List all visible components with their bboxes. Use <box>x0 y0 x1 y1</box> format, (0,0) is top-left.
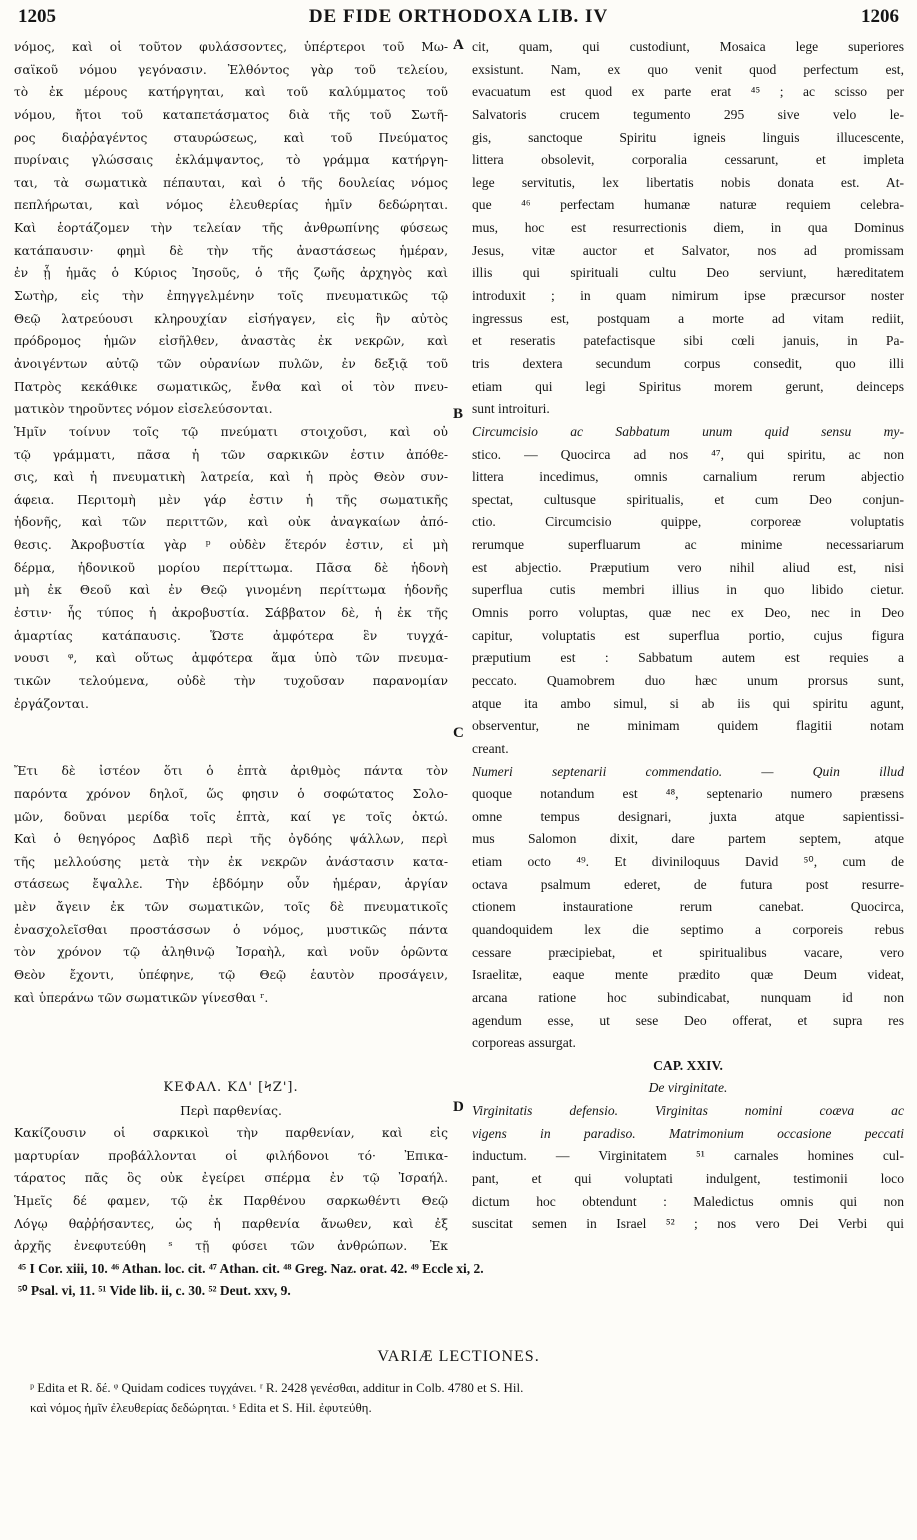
greek-text-line: ἁμαρτίας κατάπαυσις. Ὥστε ἀμφότερα ἓν τυγχά- <box>14 628 448 643</box>
greek-text-line: θεσις. Ἀκροβυστία γὰρ ᵖ οὐδὲν ἕτερόν ἐστιν, εἰ μὴ <box>14 538 448 553</box>
latin-text-line: Salvatoris crucem tegumento 295 sive velo le- <box>472 106 904 122</box>
spacer <box>14 1009 448 1054</box>
latin-text-line: arcana ratione hoc subindicabat, nunquam id non <box>472 989 904 1005</box>
greek-text-line: μὲν ἄγειν ἐκ τῶν σωματικῶν, τοῖς δὲ πνευματικοῖς <box>14 900 448 915</box>
footnote-line: ⁵⁰ Psal. vi, 11. ⁵¹ Vide lib. ii, c. 30. ⁵² Deut. xxv, 9. <box>18 1283 291 1298</box>
greek-text-line: κατάπαυσιν· φημὶ δὲ τὴν τῆς ἀναστάσεως ἡμέραν, <box>14 243 448 258</box>
greek-text-line: νόμου, ἤτοι τοῦ καταπετάσματος διὰ τῆς τοῦ Σωτῆ- <box>14 107 448 122</box>
greek-text-line: άφεια. Περιτομὴ μὲν γάρ ἐστιν ἡ τῆς σωματικῆς <box>14 492 448 507</box>
greek-text-line: ἡδονῆς, καὶ τῶν περιττῶν, καὶ οὐκ ἀναγκαίων ἀπό- <box>14 515 448 530</box>
margin-marker-a: A <box>453 37 464 53</box>
latin-text-line: etiam octo ⁴⁹. Et diviniloquus David ⁵⁰, cum de <box>472 854 904 870</box>
latin-text-line: stico. — Quocirca ad nos ⁴⁷, qui spiritu, ac non <box>472 446 904 462</box>
variae-lectiones <box>30 1378 877 1418</box>
greek-text-line: Καὶ ἑορτάζομεν τὴν τελείαν τῆς ἀνθρωπίνης φύσεως <box>14 221 448 236</box>
greek-text-line: ἐνασχολεῖσθαι προστάσσων ὁ νόμος, μυστικῶς πάντα <box>14 922 448 937</box>
latin-text-line: gis, sanctoque Spiritu igneis linguis illucescente, <box>472 129 904 145</box>
latin-text-line: quoque notandum est ⁴⁸, septenario numero præsens <box>472 786 904 802</box>
latin-text-line: pant, et qui voluptati indulgent, testimonii loco <box>472 1171 904 1187</box>
latin-text-line: lege servitutis, lex libertatis nobis donata est. At- <box>472 174 904 190</box>
greek-text-line: τὸν χρόνον τῷ ἀληθινῷ Ἰσραὴλ, καὶ νοῦν ὁρῶντα <box>14 945 448 960</box>
greek-text-line: Ἔτι δὲ ἰστέον ὅτι ὁ ἑπτὰ ἀριθμὸς πάντα τὸν <box>14 764 448 779</box>
page-number-left: 1205 <box>18 6 56 27</box>
latin-text-line: evacuatum est quod ex parte erat ⁴⁵ ; ac scisso per <box>472 84 904 100</box>
greek-text-line: ἐστιν· ἧς τύπος ἡ ἀκροβυστία. Σάββατον δὲ, ἡ ἐκ τῆς <box>14 606 448 621</box>
variant-reading-line: καὶ νόμος ἡμῖν ἐλευθερίας δεδώρηται. ˢ Edita et S. Hil. ἐφυτεύθη. <box>30 1400 372 1415</box>
latin-text-line: corporeas assurgat. <box>472 1035 576 1051</box>
latin-text-line: suscitat semen in Israel ⁵² ; nos vero Dei Verbi qui <box>472 1216 904 1232</box>
latin-text-line: Omnis porro voluptas, quæ nec ex Deo, nec in Deo <box>472 605 904 621</box>
greek-text-line: δέρμα, ἡδονικοῦ μορίου περίττωμα. Πᾶσα δὲ ἡδονὴ <box>14 560 448 575</box>
latin-text-line: et reseratis patefactisque sibi cœli januis, in Pa- <box>472 333 904 349</box>
latin-text-line: atque ita ambo simul, si ab iis qui spiritu agunt, <box>472 695 904 711</box>
greek-text-line: καὶ ὑπεράνω τῶν σωματικῶν γίνεσθαι ʳ. <box>14 990 269 1005</box>
greek-text-line: τῷ γράμματι, πᾶσα ἡ τῶν σαρκικῶν ἐστιν ἀπόθε- <box>14 447 448 462</box>
latin-text-line: spectat, cultusque spiritualis, et cum Deo conjun- <box>472 491 904 507</box>
page-header <box>18 6 899 32</box>
latin-section-title: Circumcisio ac Sabbatum unum quid sensu my- <box>472 423 904 439</box>
latin-text-line: tris dextera secundum corpus consedit, quo illi <box>472 355 904 371</box>
greek-text-line: πυρίναις γλώσσαις ἐκλάμψαντος, τὸ γράμμα κατήργη- <box>14 153 448 168</box>
latin-text-line: Jesus, vitæ auctor et Salvator, nos ad promissam <box>472 242 904 258</box>
latin-text-line: sunt introituri. <box>472 401 550 417</box>
latin-text-line: agendum esse, ut sese Deo offerat, et supra res <box>472 1012 904 1028</box>
latin-text-line: peccato. Quamobrem duo hæc unum prorsus sunt, <box>472 672 904 688</box>
greek-text-line: νόμος, καὶ οἱ τοῦτον φυλάσσοντες, ὑπέρτεροι τοῦ Μω- <box>14 40 448 54</box>
greek-text-line: μῶν, δοῦναι μερίδα τοῖς ἑπτὰ, καί γε τοῖς ὀκτώ. <box>14 809 448 824</box>
greek-text-line: ἀρχῆς ἐνεφυτεύθη ˢ τῇ φύσει τῶν ἀνθρώπων. Ἐκ <box>14 1239 448 1254</box>
greek-text-line: Πατρὸς κεκάθικε σωματικῶς, ἔνθα καὶ οἱ τὸν πνευ- <box>14 379 448 394</box>
latin-text-line: omne tempus designari, juxta atque sapientissi- <box>472 808 904 824</box>
latin-text-line: mus, hoc est resurrectionis diem, in qua Dominus <box>472 220 904 236</box>
latin-text-line: ctionem instauratione rerum canebat. Quocirca, <box>472 899 904 915</box>
variant-reading-line: ᵖ Edita et R. δέ. ᵠ Quidam codices τυγχάνει. ʳ R. 2428 γενέσθαι, additur in Colb. 4780 et S. Hil. <box>30 1380 524 1395</box>
greek-text-line: ἐν ᾗ ἡμᾶς ὁ Κύριος Ἰησοῦς, ὁ τῆς ζωῆς ἀρχηγὸς καὶ <box>14 266 448 281</box>
latin-section-title: vigens in paradiso. Matrimonium occasione peccati <box>472 1125 904 1141</box>
latin-text-line: cit, quam, qui custodiunt, Mosaica lege superiores <box>472 39 904 54</box>
page-number-right: 1206 <box>861 6 899 27</box>
latin-chapter-subtitle: De virginitate. <box>648 1080 728 1096</box>
latin-text-line: etiam qui legi Spiritus morem gerunt, deinceps <box>472 378 904 394</box>
greek-text-line: τικῶν τελούμενα, οὐδὲ τὴν τυχοῦσαν παρανομίαν <box>14 673 448 688</box>
greek-text-line: Ἡμῖν τοίνυν τοῖς τῷ πνεύματι στοιχοῦσι, καὶ οὐ <box>14 424 448 439</box>
latin-text-line: mus Salomon dixit, dare partem septem, atque <box>472 831 904 847</box>
greek-text-line: Θεὸν ἔχοντι, ὑπέφηνε, τῷ Θεῷ ἑαυτὸν προσάγειν, <box>14 967 448 982</box>
latin-text-line: ingressus est, postquam a morte ad vitam rediit, <box>472 310 904 326</box>
greek-text-line: Θεῷ λατρεύουσι κληρουχίαν εἰσήγαγεν, εἰς ἣν αὐτὸς <box>14 311 448 326</box>
greek-text-line: ρος διαῤῥαγέντος σταυρώσεως, καὶ τοῦ Πνεύματος <box>14 130 448 145</box>
running-title: DE FIDE ORTHODOXA LIB. IV <box>308 6 609 27</box>
greek-text-line: Λόγῳ θαῤῥήσαντες, ὡς ἡ παρθενία ἄνωθεν, καὶ ἐξ <box>14 1216 448 1231</box>
latin-text-line: ctio. Circumcisio quippe, corporeæ voluptatis <box>472 514 904 530</box>
greek-column <box>14 36 448 1258</box>
latin-text-line: quandoquidem lex die septimo a corporeis rebus <box>472 921 904 937</box>
greek-text-line: Κακίζουσιν οἱ σαρκικοὶ τὴν παρθενίαν, καὶ εἰς <box>14 1126 448 1141</box>
greek-text-line: πεπλήρωται, καὶ νόμος ἐλευθερίας ἡμῖν δεδώρηται. <box>14 198 448 213</box>
variae-lectiones-title: VARIÆ LECTIONES. <box>377 1348 540 1365</box>
latin-text-line: octava psalmum ederet, de futura post resurre- <box>472 876 904 892</box>
footnote-line: ⁴⁵ I Cor. xiii, 10. ⁴⁶ Athan. loc. cit. ⁴⁷ Athan. cit. ⁴⁸ Greg. Naz. orat. 42. ⁴⁹ Eccle xi, 2. <box>18 1261 484 1276</box>
greek-text-line: παρόντα χρόνον δηλοῖ, ὥς φησιν ὁ σοφώτατος Σολο- <box>14 786 448 801</box>
latin-section-title: Numeri septenarii commendatio. — Quin illud <box>472 763 904 779</box>
greek-chapter-subtitle: Περὶ παρθενίας. <box>180 1103 282 1118</box>
latin-text-line: exsistunt. Nam, ex quo venit quod perfectum est, <box>472 61 904 77</box>
greek-text-line: μαρτυρίαν προβάλλονται οἱ φιλήδονοι τό· Ἐπικα- <box>14 1148 448 1163</box>
latin-text-line: est abjectio. Præputium vero nihil aliud est, nisi <box>472 559 904 575</box>
latin-text-line: capitur, voluptatis est superflua portio, cujus figura <box>472 627 904 643</box>
latin-text-line: cessare præcipiebat, et spiritualibus vacare, vero <box>472 944 904 960</box>
latin-text-line: rerumque superfluarum ac minime necessariarum <box>472 537 904 553</box>
latin-chapter-heading: CAP. XXIV. <box>653 1057 723 1073</box>
greek-text-line: σις, καὶ ἡ πνευματικὴ λατρεία, καὶ ἡ πρὸς Θεὸν συν- <box>14 470 448 485</box>
greek-text-line: ματικὸν τηροῦντες νόμον εἰσελεύσονται. <box>14 402 273 417</box>
greek-text-line: νουσι ᵠ, καὶ οὕτως ἀμφότερα ἅμα ὑπὸ τῶν πνευμα- <box>14 651 448 666</box>
greek-text-line: μὴ ἐκ Θεοῦ καὶ ἐν Θεῷ γινομένη περίττωμα ἡδονῆς <box>14 583 448 598</box>
greek-chapter-heading: ΚΕΦΑΛ. ΚΔ' [ϞΖ']. <box>163 1079 299 1095</box>
latin-column <box>472 36 904 1236</box>
greek-text-line: ται, τὰ σωματικὰ πέπαυται, καὶ ὁ τῆς δουλείας νόμος <box>14 175 448 190</box>
greek-text-line: τάρατος πᾶς ὃς οὐκ ἐγείρει σπέρμα ἐν τῷ Ἰσραήλ. <box>14 1171 448 1186</box>
latin-text-line: præputium est : Sabbatum autem est requies a <box>472 650 904 666</box>
latin-text-line: que ⁴⁶ perfectam humanæ naturæ requiem celebra- <box>472 197 904 213</box>
spacer <box>14 715 448 760</box>
latin-text-line: Israelitæ, eaque mente prædito quæ Deum videat, <box>472 967 904 983</box>
latin-text-line: illis qui spirituali cultu Deo serviunt, hæreditatem <box>472 265 904 281</box>
greek-text-line: ἀνοιγέντων αὐτῷ τῶν οὐρανίων πυλῶν, ἐν δεξιᾷ τοῦ <box>14 356 448 371</box>
greek-text-line: Καὶ ὁ θεηγόρος Δαβὶδ περὶ τῆς ὀγδόης ψάλλων, περὶ <box>14 832 448 847</box>
greek-text-line: τὸ ἐκ μέρους κατήργηται, καὶ τοῦ καλύμματος τοῦ <box>14 85 448 100</box>
greek-text-line: σαϊκοῦ νόμου γεγόνασιν. Ἐλθόντος γὰρ τοῦ τελείου, <box>14 62 448 77</box>
spacer <box>14 1054 448 1077</box>
latin-text-line: creant. <box>472 740 509 756</box>
latin-text-line: littera obsolevit, corporalia cessarunt, et impleta <box>472 152 904 168</box>
margin-marker-b: B <box>453 406 464 422</box>
latin-text-line: littera incedimus, omnis carnalium rerum abjectio <box>472 469 904 485</box>
latin-text-line: observentur, ne minimam quidem flagitii notam <box>472 718 904 734</box>
latin-text-line: introduxit ; in quam nimirum ipse præcursor noster <box>472 288 904 304</box>
greek-text-line: Ἡμεῖς δέ φαμεν, τῷ ἐκ Παρθένου σαρκωθέντι Θεῷ <box>14 1194 448 1209</box>
greek-text-line: ἐργάζονται. <box>14 696 89 711</box>
latin-text-line: dictum hoc obtendunt : Maledictus omnis qui non <box>472 1193 904 1209</box>
greek-text-line: τῆς μελλούσης μετὰ τὴν ἐκ νεκρῶν ἀνάστασιν κατα- <box>14 854 448 869</box>
latin-section-title: Virginitatis defensio. Virginitas nomini coæva ac <box>472 1103 904 1119</box>
greek-text-line: στάσεως ἔψαλλε. Τὴν ἑβδόμην οὖν ἡμέραν, ἀργίαν <box>14 877 448 892</box>
greek-text-line: πρόδρομος ἡμῶν εἰσῆλθεν, ἀναστὰς ἐκ νεκρῶν, καὶ <box>14 334 448 349</box>
margin-marker-c: C <box>453 725 464 741</box>
footnotes <box>18 1258 899 1302</box>
margin-marker-d: D <box>453 1099 464 1115</box>
latin-text-line: inductum. — Virginitatem ⁵¹ carnales homines cul- <box>472 1148 904 1164</box>
latin-text-line: superflua cutis membri illius in quo libido cietur. <box>472 582 904 598</box>
greek-text-line: Σωτὴρ, εἰς τὴν ἐπηγγελμένην τοῖς πνευματικῶς τῷ <box>14 289 448 304</box>
